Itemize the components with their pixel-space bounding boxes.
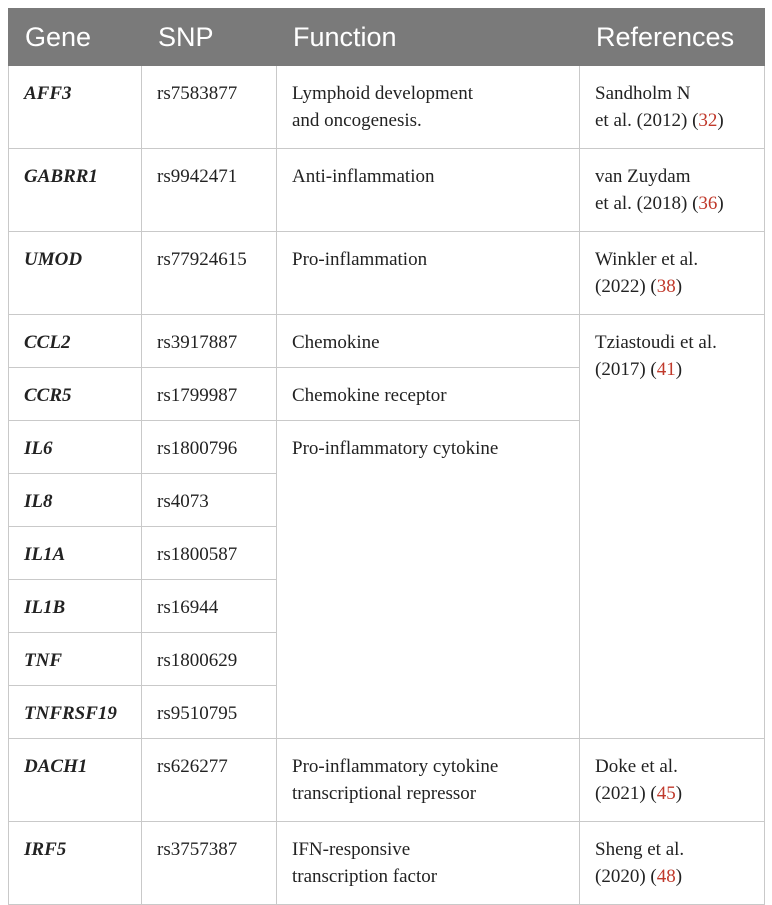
reference-line (595, 190, 754, 217)
snp-cell: rs9942471 (142, 149, 277, 232)
reference-text: et al. (2018) ( (595, 193, 699, 214)
reference-line: Winkler et al. (595, 249, 699, 270)
table-row (9, 149, 765, 232)
table-row (9, 232, 765, 315)
snp-cell: rs1800629 (142, 633, 277, 686)
reference-line (595, 107, 754, 134)
gene-cell: AFF3 (9, 66, 142, 149)
reference-close: ) (675, 866, 683, 887)
reference-text: (2020) ( (595, 866, 657, 887)
header-gene: Gene (9, 9, 142, 66)
reference-line (595, 356, 754, 383)
reference-cell (580, 315, 765, 739)
reference-line (595, 863, 754, 890)
reference-close: ) (675, 276, 683, 297)
reference-cell (580, 232, 765, 315)
gene-snp-table (8, 8, 765, 905)
function-line: Pro-inflammatory cytokine (292, 756, 499, 777)
snp-cell: rs1800796 (142, 421, 277, 474)
function-line: transcription factor (292, 866, 438, 887)
gene-cell: IL8 (9, 474, 142, 527)
reference-text: et al. (2012) ( (595, 110, 699, 131)
header-function: Function (277, 9, 580, 66)
function-cell: Pro-inflammatory cytokine (277, 421, 580, 739)
gene-cell: GABRR1 (9, 149, 142, 232)
snp-cell: rs1799987 (142, 368, 277, 421)
function-line: Lymphoid development (292, 83, 474, 104)
function-cell (277, 822, 580, 905)
reference-cell (580, 822, 765, 905)
reference-text: (2021) ( (595, 783, 657, 804)
gene-cell: UMOD (9, 232, 142, 315)
snp-cell: rs626277 (142, 739, 277, 822)
function-line: Anti-inflammation (292, 166, 435, 187)
gene-cell: IL1B (9, 580, 142, 633)
function-cell: Chemokine (277, 315, 580, 368)
gene-cell: TNF (9, 633, 142, 686)
reference-line: Sheng et al. (595, 839, 685, 860)
table-header (9, 9, 765, 66)
function-cell: Chemokine receptor (277, 368, 580, 421)
citation-link[interactable]: 48 (656, 866, 676, 887)
reference-text: (2017) ( (595, 359, 657, 380)
header-references: References (580, 9, 765, 66)
reference-line: Sandholm N (595, 83, 691, 104)
table-body (9, 66, 765, 905)
reference-text: (2022) ( (595, 276, 657, 297)
snp-cell: rs16944 (142, 580, 277, 633)
snp-cell: rs77924615 (142, 232, 277, 315)
reference-cell (580, 739, 765, 822)
reference-cell (580, 66, 765, 149)
reference-line (595, 780, 754, 807)
snp-cell: rs1800587 (142, 527, 277, 580)
gene-cell: TNFRSF19 (9, 686, 142, 739)
snp-cell: rs3757387 (142, 822, 277, 905)
reference-line: Doke et al. (595, 756, 678, 777)
reference-line: van Zuydam (595, 166, 691, 187)
gene-cell: DACH1 (9, 739, 142, 822)
function-line: transcriptional repressor (292, 783, 477, 804)
table-row (9, 822, 765, 905)
function-line: and oncogenesis. (292, 110, 422, 131)
reference-line (595, 273, 754, 300)
citation-link[interactable]: 36 (698, 193, 718, 214)
gene-cell: CCL2 (9, 315, 142, 368)
citation-link[interactable]: 32 (698, 110, 718, 131)
header-row (9, 9, 765, 66)
snp-cell: rs4073 (142, 474, 277, 527)
function-line: Pro-inflammation (292, 249, 428, 270)
table-row (9, 739, 765, 822)
function-cell (277, 66, 580, 149)
function-cell (277, 232, 580, 315)
snp-cell: rs7583877 (142, 66, 277, 149)
function-cell (277, 739, 580, 822)
snp-cell: rs3917887 (142, 315, 277, 368)
citation-link[interactable]: 45 (656, 783, 676, 804)
header-snp: SNP (142, 9, 277, 66)
function-cell (277, 149, 580, 232)
reference-line: Tziastoudi et al. (595, 332, 717, 353)
reference-cell (580, 149, 765, 232)
reference-close: ) (675, 783, 683, 804)
citation-link[interactable]: 38 (656, 276, 676, 297)
gene-cell: IL6 (9, 421, 142, 474)
snp-cell: rs9510795 (142, 686, 277, 739)
gene-cell: CCR5 (9, 368, 142, 421)
reference-close: ) (717, 193, 724, 214)
gene-cell: IRF5 (9, 822, 142, 905)
reference-close: ) (675, 359, 683, 380)
reference-close: ) (717, 110, 724, 131)
function-line: IFN-responsive (292, 839, 411, 860)
citation-link[interactable]: 41 (656, 359, 676, 380)
table-row (9, 315, 765, 368)
gene-cell: IL1A (9, 527, 142, 580)
table-row (9, 66, 765, 149)
